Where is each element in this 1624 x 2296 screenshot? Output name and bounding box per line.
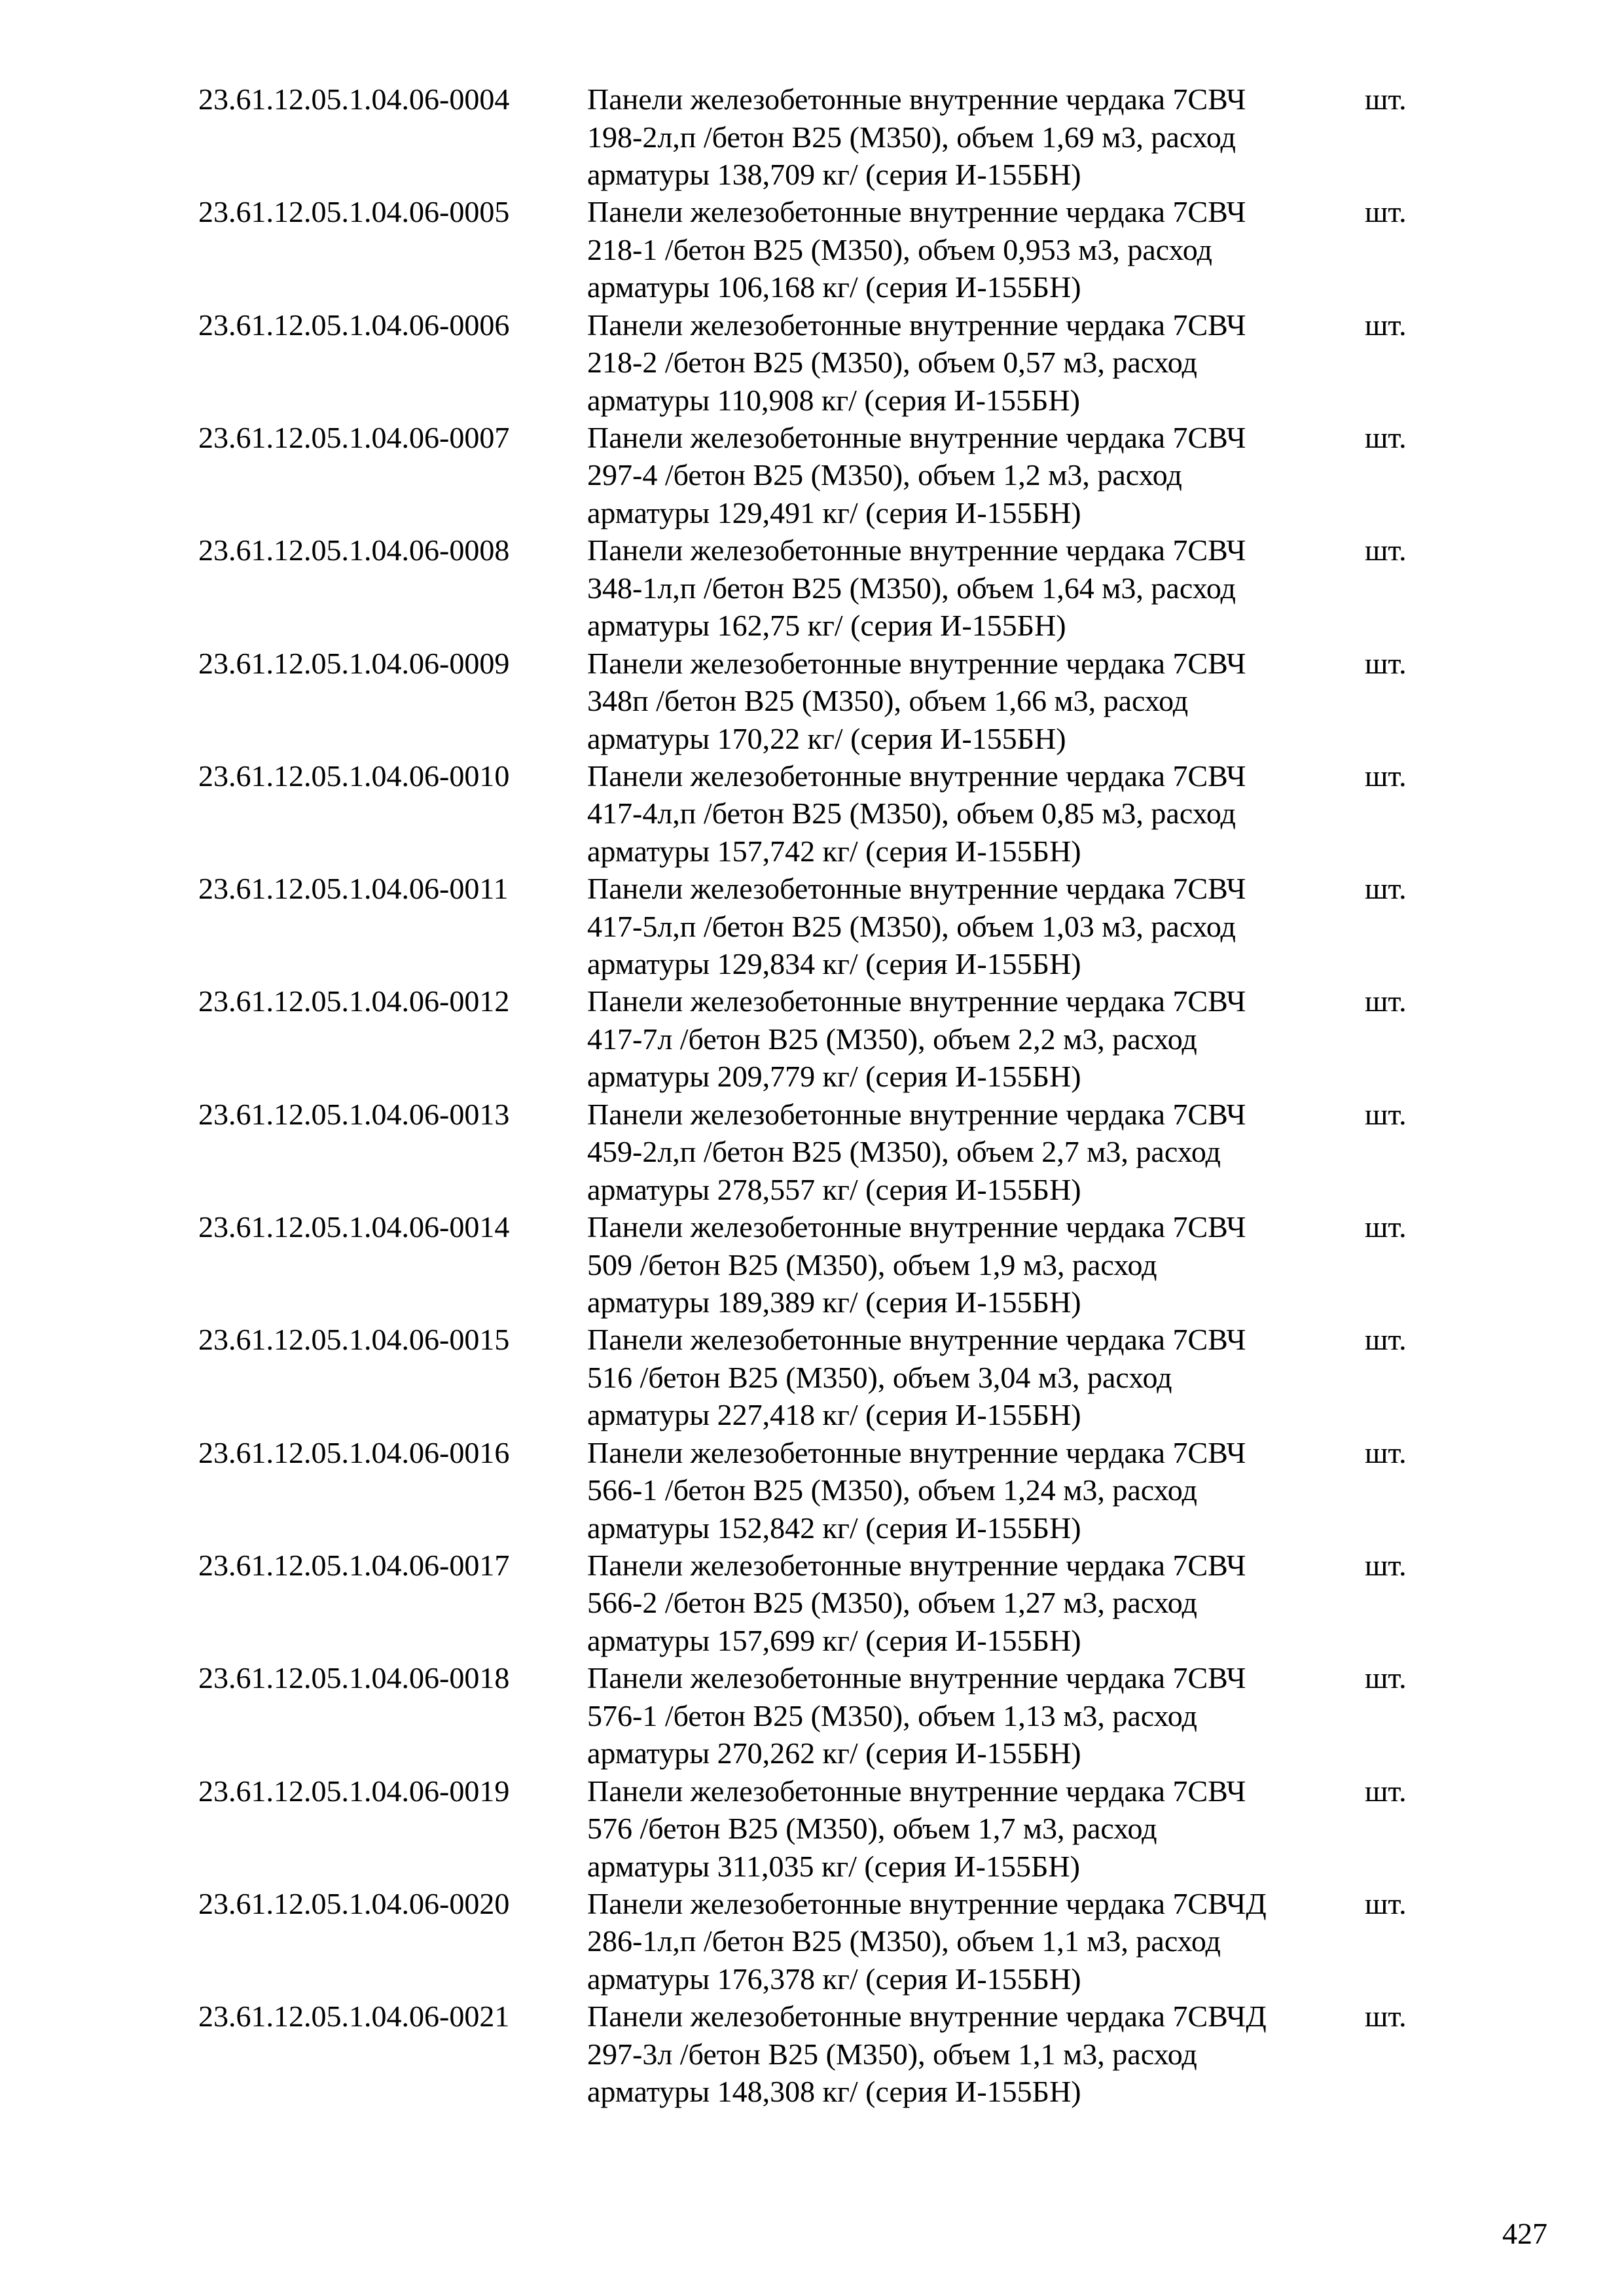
item-description <box>587 870 1360 983</box>
item-unit: шт. <box>1365 308 1407 342</box>
description-line: арматуры 138,709 кг/ (серия И-155БН) <box>587 158 1081 191</box>
item-unit: шт. <box>1365 195 1407 229</box>
description-line: 297-4 /бетон В25 (М350), объем 1,2 м3, расход <box>587 458 1182 492</box>
item-unit: шт. <box>1365 82 1407 116</box>
description-line: 348-1л,п /бетон В25 (М350), объем 1,64 м3, расход <box>587 571 1236 605</box>
item-description <box>587 1547 1360 1660</box>
description-line: 417-5л,п /бетон В25 (М350), объем 1,03 м3, расход <box>587 909 1236 943</box>
description-line: арматуры 227,418 кг/ (серия И-155БН) <box>587 1398 1081 1432</box>
list-item <box>0 81 1624 193</box>
description-line: Панели железобетонные внутренние чердака 7СВЧ <box>587 1548 1246 1582</box>
item-code: 23.61.12.05.1.04.06-0013 <box>198 1097 510 1131</box>
description-line: Панели железобетонные внутренние чердака 7СВЧ <box>587 195 1246 229</box>
item-unit: шт. <box>1365 1435 1407 1469</box>
description-line: арматуры 157,699 кг/ (серия И-155БН) <box>587 1623 1081 1657</box>
item-unit: шт. <box>1365 533 1407 567</box>
description-line: Панели железобетонные внутренние чердака 7СВЧ <box>587 646 1246 680</box>
list-item <box>0 645 1624 757</box>
item-description <box>587 531 1360 645</box>
list-item <box>0 1434 1624 1547</box>
list-item <box>0 1208 1624 1321</box>
description-line: 286-1л,п /бетон В25 (М350), объем 1,1 м3, расход <box>587 1924 1221 1958</box>
description-line: Панели железобетонные внутренние чердака 7СВЧ <box>587 1774 1246 1808</box>
description-line: 509 /бетон В25 (М350), объем 1,9 м3, расход <box>587 1247 1157 1282</box>
description-line: 198-2л,п /бетон В25 (М350), объем 1,69 м3, расход <box>587 120 1236 154</box>
item-description <box>587 1772 1360 1886</box>
item-description <box>587 1096 1360 1209</box>
description-line: 566-1 /бетон В25 (М350), объем 1,24 м3, расход <box>587 1473 1197 1507</box>
item-code: 23.61.12.05.1.04.06-0015 <box>198 1323 510 1357</box>
description-line: 566-2 /бетон В25 (М350), объем 1,27 м3, расход <box>587 1586 1197 1620</box>
description-line: 297-3л /бетон В25 (М350), объем 1,1 м3, расход <box>587 2037 1197 2071</box>
description-line: арматуры 106,168 кг/ (серия И-155БН) <box>587 270 1081 304</box>
item-description <box>587 193 1360 306</box>
item-code: 23.61.12.05.1.04.06-0020 <box>198 1886 510 1920</box>
description-line: Панели железобетонные внутренние чердака 7СВЧ <box>587 759 1246 793</box>
item-description <box>587 982 1360 1096</box>
description-line: Панели железобетонные внутренние чердака 7СВЧ <box>587 1210 1246 1244</box>
item-code: 23.61.12.05.1.04.06-0019 <box>198 1774 510 1808</box>
description-line: арматуры 157,742 кг/ (серия И-155БН) <box>587 834 1081 868</box>
description-line: Панели железобетонные внутренние чердака 7СВЧД <box>587 1886 1267 1920</box>
description-line: 348п /бетон В25 (М350), объем 1,66 м3, расход <box>587 684 1189 717</box>
item-unit: шт. <box>1365 1774 1407 1808</box>
description-line: арматуры 311,035 кг/ (серия И-155БН) <box>587 1849 1080 1883</box>
description-line: арматуры 129,834 кг/ (серия И-155БН) <box>587 947 1081 981</box>
description-line: 218-1 /бетон В25 (М350), объем 0,953 м3, расход <box>587 232 1212 266</box>
list-item <box>0 870 1624 982</box>
item-unit: шт. <box>1365 646 1407 680</box>
description-line: арматуры 270,262 кг/ (серия И-155БН) <box>587 1736 1081 1770</box>
item-code: 23.61.12.05.1.04.06-0012 <box>198 984 510 1018</box>
page-number: 427 <box>1502 2217 1547 2250</box>
item-code: 23.61.12.05.1.04.06-0007 <box>198 420 510 454</box>
description-line: арматуры 152,842 кг/ (серия И-155БН) <box>587 1511 1081 1545</box>
description-line: арматуры 162,75 кг/ (серия И-155БН) <box>587 609 1066 643</box>
list-item <box>0 1547 1624 1659</box>
description-line: Панели железобетонные внутренние чердака 7СВЧ <box>587 1435 1246 1469</box>
item-unit: шт. <box>1365 1886 1407 1920</box>
description-line: арматуры 110,908 кг/ (серия И-155БН) <box>587 383 1080 417</box>
description-line: 459-2л,п /бетон В25 (М350), объем 2,7 м3, расход <box>587 1135 1221 1169</box>
item-description <box>587 81 1360 194</box>
list-item <box>0 982 1624 1095</box>
item-description <box>587 757 1360 870</box>
list-item <box>0 1321 1624 1433</box>
item-unit: шт. <box>1365 1661 1407 1695</box>
list-item <box>0 193 1624 306</box>
item-code: 23.61.12.05.1.04.06-0004 <box>198 82 510 116</box>
description-line: арматуры 148,308 кг/ (серия И-155БН) <box>587 2075 1081 2109</box>
description-line: Панели железобетонные внутренние чердака 7СВЧ <box>587 1661 1246 1695</box>
item-unit: шт. <box>1365 1323 1407 1357</box>
description-line: Панели железобетонные внутренние чердака 7СВЧ <box>587 533 1246 567</box>
item-description <box>587 1998 1360 2111</box>
item-code: 23.61.12.05.1.04.06-0021 <box>198 2000 510 2034</box>
item-code: 23.61.12.05.1.04.06-0008 <box>198 533 510 567</box>
list-item <box>0 306 1624 419</box>
description-line: Панели железобетонные внутренние чердака 7СВЧ <box>587 420 1246 454</box>
item-description <box>587 1885 1360 1998</box>
description-line: 516 /бетон В25 (М350), объем 3,04 м3, расход <box>587 1360 1172 1394</box>
item-unit: шт. <box>1365 2000 1407 2034</box>
description-line: Панели железобетонные внутренние чердака 7СВЧ <box>587 308 1246 342</box>
item-unit: шт. <box>1365 1210 1407 1244</box>
item-description <box>587 1659 1360 1772</box>
item-description <box>587 645 1360 758</box>
description-line: арматуры 189,389 кг/ (серия И-155БН) <box>587 1285 1081 1319</box>
item-description <box>587 419 1360 532</box>
item-code: 23.61.12.05.1.04.06-0017 <box>198 1548 510 1582</box>
description-line: 417-7л /бетон В25 (М350), объем 2,2 м3, расход <box>587 1022 1197 1056</box>
description-line: Панели железобетонные внутренние чердака 7СВЧ <box>587 872 1246 906</box>
list-item <box>0 419 1624 531</box>
description-line: Панели железобетонные внутренние чердака 7СВЧ <box>587 1097 1246 1131</box>
list-item <box>0 1096 1624 1208</box>
list-item <box>0 1772 1624 1885</box>
item-code: 23.61.12.05.1.04.06-0010 <box>198 759 510 793</box>
description-line: арматуры 278,557 кг/ (серия И-155БН) <box>587 1172 1081 1206</box>
item-description <box>587 1208 1360 1321</box>
item-unit: шт. <box>1365 1548 1407 1582</box>
description-line: арматуры 129,491 кг/ (серия И-155БН) <box>587 495 1081 529</box>
item-description <box>587 306 1360 420</box>
list-item <box>0 531 1624 644</box>
item-unit: шт. <box>1365 872 1407 906</box>
list-item <box>0 1998 1624 2110</box>
description-line: 576-1 /бетон В25 (М350), объем 1,13 м3, расход <box>587 1698 1197 1732</box>
item-code: 23.61.12.05.1.04.06-0011 <box>198 872 509 906</box>
description-line: Панели железобетонные внутренние чердака 7СВЧ <box>587 1323 1246 1357</box>
description-line: 218-2 /бетон В25 (М350), объем 0,57 м3, расход <box>587 346 1197 380</box>
item-description <box>587 1321 1360 1434</box>
item-unit: шт. <box>1365 759 1407 793</box>
description-line: арматуры 170,22 кг/ (серия И-155БН) <box>587 721 1066 755</box>
list-item <box>0 1885 1624 1998</box>
description-line: Панели железобетонные внутренние чердака 7СВЧ <box>587 82 1246 116</box>
item-code: 23.61.12.05.1.04.06-0016 <box>198 1435 510 1469</box>
list-item <box>0 1659 1624 1772</box>
item-unit: шт. <box>1365 1097 1407 1131</box>
item-code: 23.61.12.05.1.04.06-0005 <box>198 195 510 229</box>
description-line: Панели железобетонные внутренние чердака 7СВЧ <box>587 984 1246 1018</box>
item-description <box>587 1434 1360 1547</box>
list-item <box>0 757 1624 870</box>
description-line: 417-4л,п /бетон В25 (М350), объем 0,85 м3, расход <box>587 797 1236 831</box>
description-line: арматуры 209,779 кг/ (серия И-155БН) <box>587 1060 1081 1094</box>
item-unit: шт. <box>1365 420 1407 454</box>
item-code: 23.61.12.05.1.04.06-0018 <box>198 1661 510 1695</box>
item-code: 23.61.12.05.1.04.06-0006 <box>198 308 510 342</box>
item-code: 23.61.12.05.1.04.06-0009 <box>198 646 510 680</box>
description-line: Панели железобетонные внутренние чердака 7СВЧД <box>587 2000 1267 2034</box>
description-line: арматуры 176,378 кг/ (серия И-155БН) <box>587 1962 1081 1996</box>
description-line: 576 /бетон В25 (М350), объем 1,7 м3, расход <box>587 1812 1157 1845</box>
item-unit: шт. <box>1365 984 1407 1018</box>
item-code: 23.61.12.05.1.04.06-0014 <box>198 1210 510 1244</box>
